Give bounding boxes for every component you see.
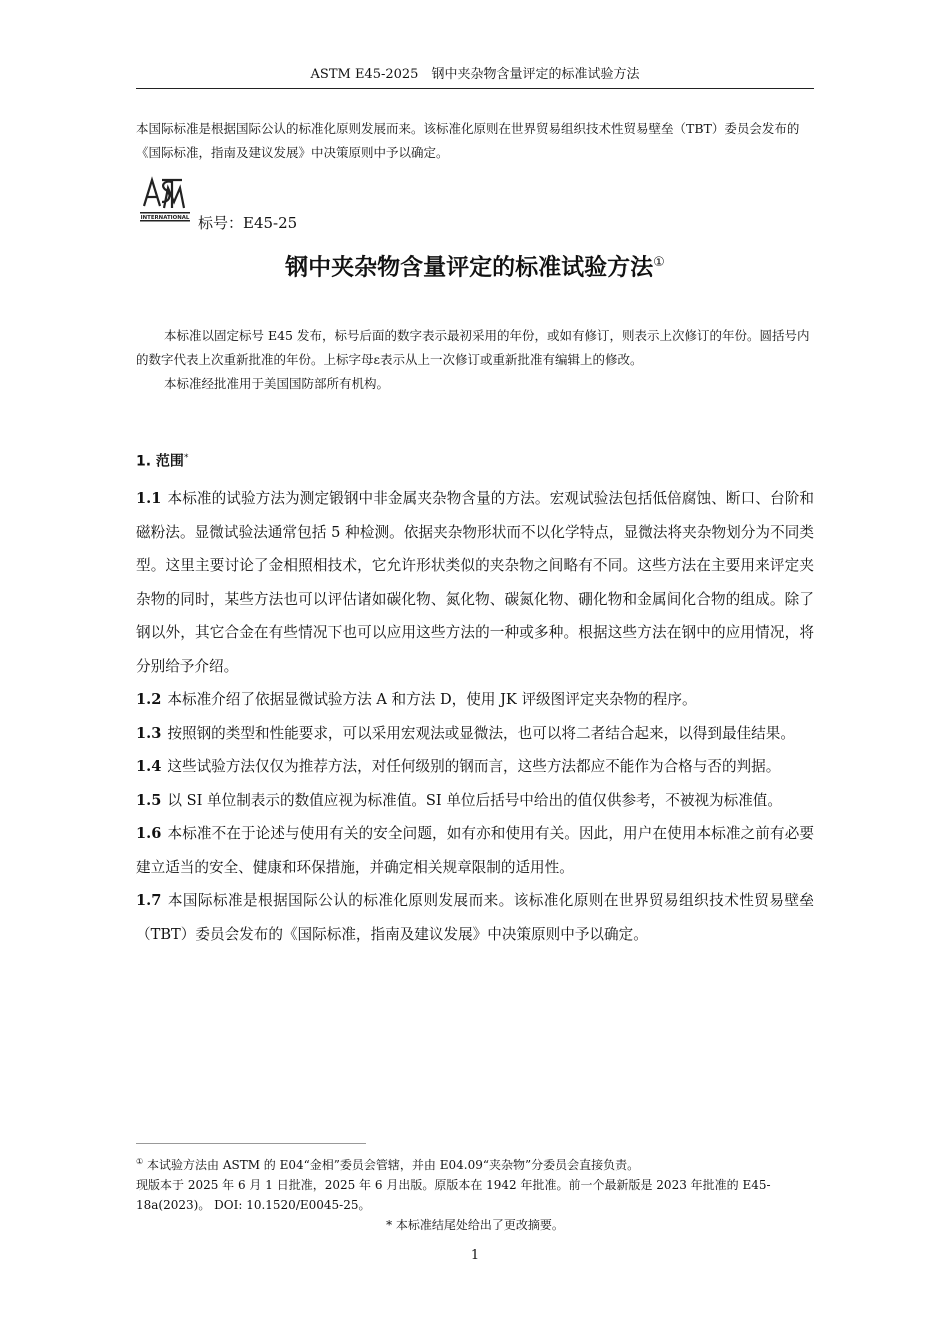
clause-number: 1.6 — [136, 825, 162, 842]
clause-number: 1.2 — [136, 691, 162, 708]
clause-text: 本标准的试验方法为测定锻钢中非金属夹杂物含量的方法。宏观试验法包括低倍腐蚀、断口、台阶和磁粉法。显微试验法通常包括 5 种检测。依据夹杂物形状而不以化学特点，显微法将夹杂物划分为不同类型。这里主要讨论了金相照相技术，它允许形状类似的夹杂物之间略有不同。这些方法在主要用来评定夹杂物的同时，某些方法也可以评估诸如碳化物、氮化物、碳氮化物、硼化物和金属间化合物的组成。除了钢以外，其它合金在有些情况下也可以应用这些方法的一种或多种。根据这些方法在钢中的应用情况，将分别给予介绍。 — [136, 490, 814, 675]
notice-paragraph-1: 本标准以固定标号 E45 发布，标号后面的数字表示最初采用的年份，或如有修订，则表示上次修订的年份。圆括号内的数字代表上次重新批准的年份。上标字母ε表示从上一次修订或重新批准有编辑上的修改。 — [136, 328, 810, 367]
footnote-1 — [136, 1152, 814, 1175]
footnote-separator — [136, 1143, 366, 1144]
footnote-mark: ① — [136, 1157, 144, 1166]
clause-1-7 — [136, 884, 814, 951]
clause-text: 本国际标准是根据国际公认的标准化原则发展而来。该标准化原则在世界贸易组织技术性贸易壁垒（TBT）委员会发布的《国际标准，指南及建议发展》中决策原则中予以确定。 — [136, 892, 814, 943]
clause-1-1 — [136, 482, 814, 683]
intro-paragraph: 本国际标准是根据国际公认的标准化原则发展而来。该标准化原则在世界贸易组织技术性贸易壁垒（TBT）委员会发布的《国际标准，指南及建议发展》中决策原则中予以确定。 — [136, 121, 800, 160]
document-title — [136, 244, 814, 287]
clause-number: 1.5 — [136, 791, 162, 809]
astm-logo-mark — [138, 172, 192, 226]
clause-text: 本标准不在于论述与使用有关的安全问题，如有亦和使用有关。因此，用户在使用本标准之前有必要建立适当的安全、健康和环保措施，并确定相关规章限制的适用性。 — [136, 825, 814, 876]
clause-number: 1.7 — [136, 892, 162, 909]
clause-text: 本标准介绍了依据显微试验方法 A 和方法 D，使用 JK 评级图评定夹杂物的程序。 — [167, 691, 697, 708]
title-footnote-mark: ① — [653, 255, 665, 270]
clause-number: 1.4 — [136, 758, 162, 775]
page-number: 1 — [470, 1248, 480, 1263]
clause-1-2 — [136, 683, 814, 717]
clause-1-4 — [136, 750, 814, 784]
running-header: ASTM E45-2025 钢中夹杂物含量评定的标准试验方法 — [310, 67, 640, 82]
clause-text: 按照钢的类型和性能要求，可以采用宏观法或显微法，也可以将二者结合起来，以得到最佳结果。 — [167, 724, 795, 742]
clause-number: 1.1 — [136, 490, 162, 507]
scope-clauses — [136, 482, 814, 951]
designation-notice — [136, 324, 814, 396]
logo-text: INTERNATIONAL — [140, 215, 190, 221]
clause-1-5 — [136, 784, 814, 818]
clause-1-6 — [136, 817, 814, 884]
header-rule — [136, 88, 814, 89]
section-mark: * — [183, 453, 189, 463]
clause-text: 以 SI 单位制表示的数值应视为标准值。SI 单位后括号中给出的值仅供参考，不被视为标准值。 — [167, 791, 782, 809]
footnote-approval: 现版本于 2025 年 6 月 1 日批准，2025 年 6 月出版。原版本在 1942 年批准。前一个最新版是 2023 年批准的 E45-18a(2023)。 DOI: 10.1520/E0045-25。 — [136, 1178, 771, 1212]
footnote-change-summary: * 本标准结尾处给出了更改摘要。 — [386, 1218, 564, 1232]
section-title: 1. 范围 — [136, 453, 184, 470]
astm-logo — [138, 172, 192, 226]
footnotes — [136, 1152, 814, 1235]
section-heading-scope — [136, 447, 188, 473]
notice-paragraph-2: 本标准经批准用于美国国防部所有机构。 — [164, 376, 390, 391]
footnote-1-text: 本试验方法由 ASTM 的 E04“金相”委员会管辖，并由 E04.09“夹杂物”分委员会直接负责。 — [147, 1158, 640, 1172]
title-text: 钢中夹杂物含量评定的标准试验方法 — [285, 254, 654, 281]
clause-number: 1.3 — [136, 724, 162, 742]
designation-number: 标号：E45-25 — [198, 214, 298, 232]
clause-text: 这些试验方法仅仅为推荐方法，对任何级别的钢而言，这些方法都应不能作为合格与否的判据。 — [167, 758, 781, 775]
clause-1-3 — [136, 717, 814, 751]
